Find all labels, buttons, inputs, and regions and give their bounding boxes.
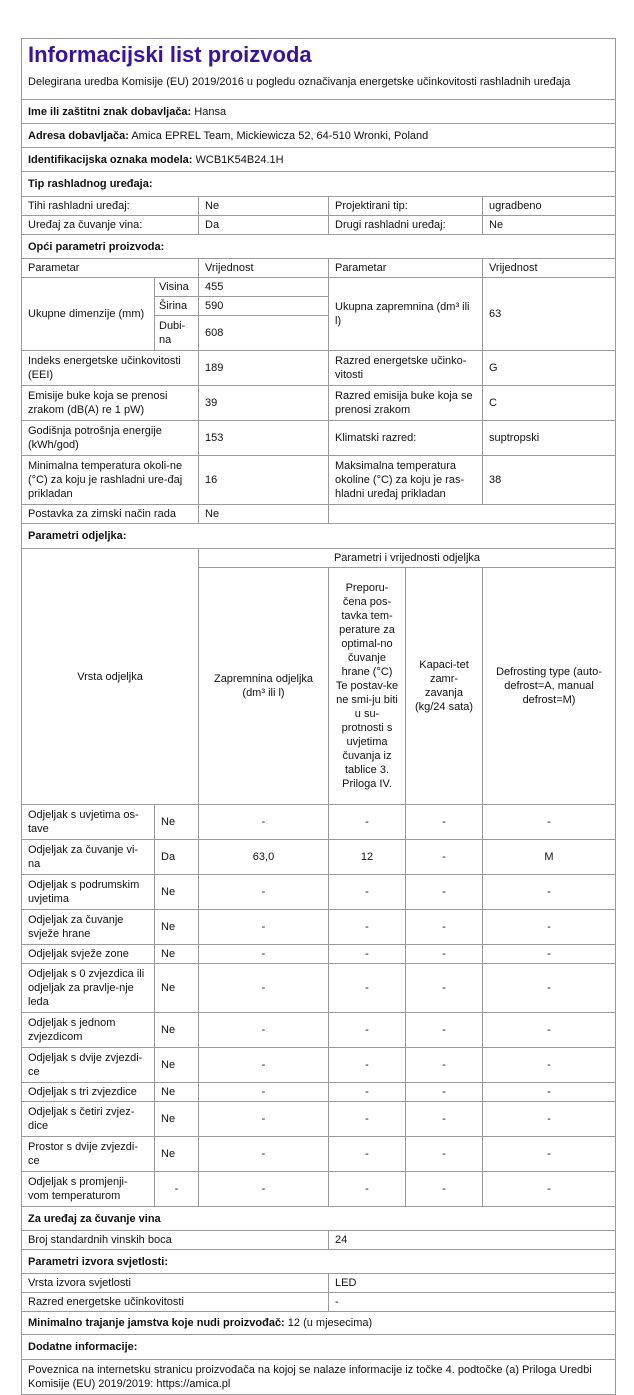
light-heading: Parametri izvora svjetlosti: [22, 1250, 616, 1274]
general-col-value-2: Vrijednost [483, 259, 616, 278]
light-class-value: - [329, 1293, 616, 1312]
compartment-volume-header: Zapremnina odjeljka (dm³ ili l) [199, 568, 329, 805]
height-value: 455 [199, 278, 329, 297]
design-type-label: Projektirani tip: [329, 197, 483, 216]
compartment-defrost: M [483, 840, 616, 875]
depth-label: Dubi-na [155, 316, 199, 351]
address-label: Adresa dobavljača: [28, 129, 129, 142]
compartment-name: Odjeljak svježe zone [22, 945, 155, 964]
annual-energy-value: 153 [199, 421, 329, 456]
compartment-freeze: - [406, 1048, 483, 1083]
compartment-volume: - [199, 1102, 329, 1137]
light-type-value: LED [329, 1274, 616, 1293]
total-volume-value: 63 [483, 278, 616, 351]
winter-mode-value: Ne [199, 505, 329, 524]
compartment-temp: 12 [329, 840, 406, 875]
compartment-volume: - [199, 1172, 329, 1207]
max-temp-value: 38 [483, 456, 616, 505]
compartment-freeze: - [406, 1083, 483, 1102]
compartment-defrost: - [483, 1102, 616, 1137]
compartment-name: Odjeljak s podrumskim uvjetima [22, 875, 155, 910]
compartment-defrost: - [483, 805, 616, 840]
winter-mode-label: Postavka za zimski način rada [22, 505, 199, 524]
compartment-present: Ne [155, 1048, 199, 1083]
compartment-defrost: - [483, 1137, 616, 1172]
compartment-volume: - [199, 805, 329, 840]
address-row [22, 124, 616, 148]
compartment-temp: - [329, 964, 406, 1013]
other-appliance-label: Drugi rashladni uređaj: [329, 216, 483, 235]
supplier-row [22, 100, 616, 124]
compartment-freeze: - [406, 945, 483, 964]
wine-bottles-label: Broj standardnih vinskih boca [22, 1231, 329, 1250]
compartment-temp-header-note: Te postav-ke ne smi-ju biti u su-protnosti s uvjetima čuvanja iz tablice 3. Priloga IV. [335, 680, 399, 790]
compartment-present: Ne [155, 1137, 199, 1172]
info-table [21, 38, 616, 1395]
compartment-present: Ne [155, 945, 199, 964]
compartment-freeze: - [406, 840, 483, 875]
compartment-volume: - [199, 1013, 329, 1048]
compartment-temp: - [329, 945, 406, 964]
wine-storage-label: Uređaj za čuvanje vina: [22, 216, 199, 235]
compartment-freeze: - [406, 875, 483, 910]
noise-class-value: C [483, 386, 616, 421]
product-information-sheet [21, 38, 615, 1395]
min-temp-value: 16 [199, 456, 329, 505]
compartment-defrost: - [483, 1083, 616, 1102]
compartment-defrost: - [483, 945, 616, 964]
noise-label: Emisije buke koja se prenosi zrakom (dB(A) re 1 pW) [22, 386, 199, 421]
energy-class-value: G [483, 351, 616, 386]
compartment-name: Odjeljak s 0 zvjezdica ili odjeljak za pravlje-nje leda [22, 964, 155, 1013]
compartment-group-header: Parametri i vrijednosti odjeljka [199, 549, 616, 568]
compartment-defrost: - [483, 1172, 616, 1207]
compartment-volume: - [199, 875, 329, 910]
energy-class-label: Razred energetske učinko-vitosti [329, 351, 483, 386]
design-type-value: ugradbeno [483, 197, 616, 216]
compartment-name: Odjeljak za čuvanje svježe hrane [22, 910, 155, 945]
compartment-temp: - [329, 1102, 406, 1137]
compartment-defrost: - [483, 875, 616, 910]
general-col-param-1: Parametar [22, 259, 199, 278]
compartment-present: Ne [155, 910, 199, 945]
compartment-defrost: - [483, 1013, 616, 1048]
light-type-label: Vrsta izvora svjetlosti [22, 1274, 329, 1293]
eei-label: Indeks energetske učinkovitosti (EEI) [22, 351, 199, 386]
wine-storage-value: Da [199, 216, 329, 235]
warranty-row [22, 1312, 616, 1335]
compartment-freeze: - [406, 1172, 483, 1207]
compartment-name: Prostor s dvije zvjezdi-ce [22, 1137, 155, 1172]
dimensions-label: Ukupne dimenzije (mm) [22, 278, 155, 351]
compartment-rows [22, 805, 616, 1207]
compartment-freeze: - [406, 1013, 483, 1048]
compartment-name: Odjeljak s uvjetima os-tave [22, 805, 155, 840]
compartment-name: Odjeljak s jednom zvjezdicom [22, 1013, 155, 1048]
compartment-temp: - [329, 1172, 406, 1207]
compartment-defrost: - [483, 1048, 616, 1083]
compartment-freeze: - [406, 805, 483, 840]
model-row [22, 148, 616, 172]
general-heading: Opći parametri proizvoda: [22, 235, 616, 259]
noise-value: 39 [199, 386, 329, 421]
width-value: 590 [199, 297, 329, 316]
model-label: Identifikacijska oznaka modela: [28, 153, 193, 166]
compartment-defrost: - [483, 910, 616, 945]
compartment-defrost-header: Defrosting type (auto-defrost=A, manual defrost=M) [483, 568, 616, 805]
page-title: Informacijski list proizvoda [22, 39, 616, 70]
light-class-label: Razred energetske učinkovitosti [22, 1293, 329, 1312]
compartment-volume: - [199, 945, 329, 964]
compartment-present: Ne [155, 805, 199, 840]
compartment-name: Odjeljak za čuvanje vi-na [22, 840, 155, 875]
compartment-present: Ne [155, 1083, 199, 1102]
compartment-freeze: - [406, 1102, 483, 1137]
compartment-volume: - [199, 964, 329, 1013]
wine-bottles-value: 24 [329, 1231, 616, 1250]
compartment-temp: - [329, 1013, 406, 1048]
height-label: Visina [155, 278, 199, 297]
annual-energy-label: Godišnja potrošnja energije (kWh/god) [22, 421, 199, 456]
supplier-label: Ime ili zaštitni znak dobavljača: [28, 105, 192, 118]
compartment-present: Ne [155, 964, 199, 1013]
general-col-value-1: Vrijednost [199, 259, 329, 278]
max-temp-label: Maksimalna temperatura okoline (°C) za koju je ras-hladni uređaj prikladan [329, 456, 483, 505]
total-volume-label: Ukupna zapremnina (dm³ ili l) [329, 278, 483, 351]
compartments-heading: Parametri odjeljka: [22, 524, 616, 549]
compartment-type-header: Vrsta odjeljka [22, 549, 199, 805]
silent-value: Ne [199, 197, 329, 216]
compartment-name: Odjeljak s četiri zvjez-dice [22, 1102, 155, 1137]
compartment-name: Odjeljak s dvije zvjezdi-ce [22, 1048, 155, 1083]
compartment-present: Ne [155, 1013, 199, 1048]
silent-label: Tihi rashladni uređaj: [22, 197, 199, 216]
eei-value: 189 [199, 351, 329, 386]
compartment-freeze: - [406, 910, 483, 945]
compartment-present: Ne [155, 875, 199, 910]
compartment-volume: - [199, 1048, 329, 1083]
other-appliance-value: Ne [483, 216, 616, 235]
warranty-value: 12 (u mjesecima) [287, 1317, 373, 1329]
compartment-freeze: - [406, 964, 483, 1013]
compartment-freeze-header: Kapaci-tet zamr-zavanja (kg/24 sata) [406, 568, 483, 805]
general-col-param-2: Parametar [329, 259, 483, 278]
address-value: Amica EPREL Team, Mickiewicza 52, 64-510 Wronki, Poland [131, 129, 429, 142]
compartment-volume: - [199, 910, 329, 945]
compartment-present: Ne [155, 1102, 199, 1137]
compartment-freeze: - [406, 1137, 483, 1172]
compartment-name: Odjeljak s tri zvjezdice [22, 1083, 155, 1102]
compartment-temp: - [329, 1083, 406, 1102]
wine-heading: Za uređaj za čuvanje vina [22, 1207, 616, 1231]
climate-class-label: Klimatski razred: [329, 421, 483, 456]
additional-heading: Dodatne informacije: [22, 1335, 616, 1360]
compartment-temp-header-main: Preporu-čena pos-tavka tem-perature za optimal-no čuvanje hrane (°C) [339, 582, 395, 678]
compartment-temp: - [329, 875, 406, 910]
supplier-value: Hansa [194, 105, 227, 118]
min-temp-label: Minimalna temperatura okoli-ne (°C) za koju je rashladni ure-đaj prikladan [22, 456, 199, 505]
compartment-volume: - [199, 1083, 329, 1102]
warranty-label: Minimalno trajanje jamstva koje nudi proizvođač: [28, 1317, 285, 1329]
width-label: Širina [155, 297, 199, 316]
compartment-present: Da [155, 840, 199, 875]
winter-mode-empty [329, 505, 616, 524]
depth-value: 608 [199, 316, 329, 351]
compartment-temp: - [329, 910, 406, 945]
compartment-volume: - [199, 1137, 329, 1172]
noise-class-label: Razred emisija buke koja se prenosi zrakom [329, 386, 483, 421]
climate-class-value: suptropski [483, 421, 616, 456]
page-subtitle: Delegirana uredba Komisije (EU) 2019/2016 u pogledu označivanja energetske učinkovitosti rashladnih uređaja [22, 69, 616, 100]
compartment-temp: - [329, 805, 406, 840]
compartment-present: - [155, 1172, 199, 1207]
type-heading: Tip rashladnog uređaja: [22, 172, 616, 197]
model-value: WCB1K54B24.1H [195, 153, 284, 166]
compartment-defrost: - [483, 964, 616, 1013]
compartment-temp-header [329, 568, 406, 805]
compartment-volume: 63,0 [199, 840, 329, 875]
compartment-name: Odjeljak s promjenji-vom temperaturom [22, 1172, 155, 1207]
compartment-temp: - [329, 1137, 406, 1172]
additional-text: Poveznica na internetsku stranicu proizvođača na kojoj se nalaze informacije iz točke 4. podtočke (a) Priloga Uredbi Komisije (EU) 2019/2019: https://amica.pl [22, 1360, 616, 1395]
compartment-temp: - [329, 1048, 406, 1083]
